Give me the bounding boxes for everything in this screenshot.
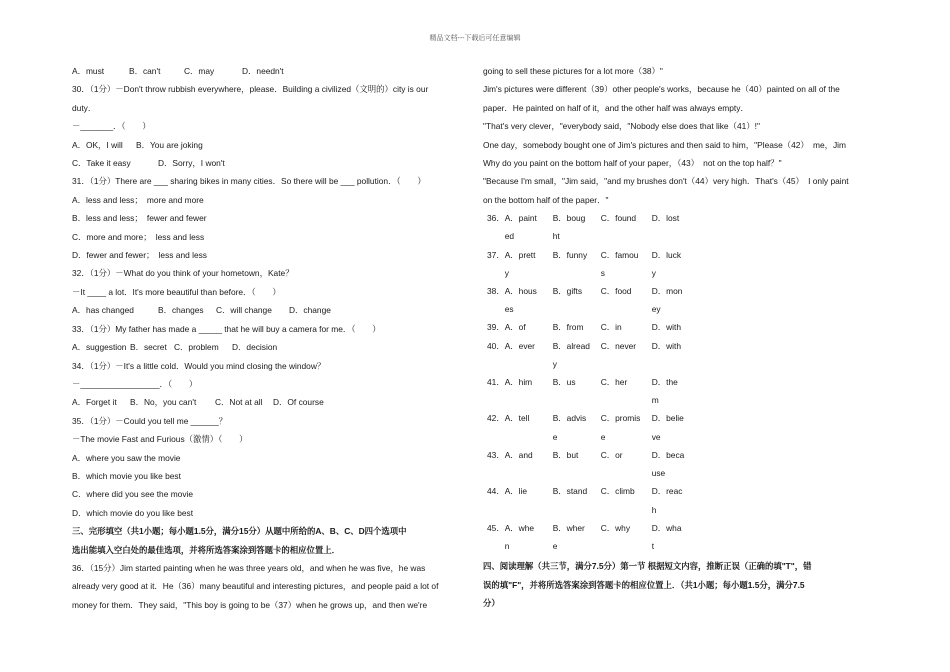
- option-text: D．with: [651, 322, 682, 333]
- question-33: 33．（1分）My father has made a _____ that he will buy a camera for me．（ ）: [72, 323, 381, 334]
- section-3-heading-cont: 选出能填入空白处的最佳选项，并将所选答案涂到答题卡的相应位置上．: [72, 544, 340, 555]
- question-number-text: 42．: [487, 413, 505, 424]
- question-number-text: 43．: [487, 449, 505, 460]
- option-text: n: [504, 540, 510, 551]
- option-text: A．lie: [504, 486, 528, 497]
- option-row-42: [487, 409, 688, 445]
- option-text: C．found: [600, 213, 637, 224]
- option-b: [553, 318, 601, 336]
- option: D．change: [289, 305, 331, 316]
- cloze-options-table: [487, 209, 688, 555]
- option-a: [505, 409, 553, 445]
- q31-option-c: C．more and more； less and less: [72, 231, 205, 242]
- option-c: [601, 282, 652, 318]
- option-a: [505, 209, 553, 245]
- option-a: [505, 446, 553, 482]
- question-number: [487, 246, 505, 282]
- option-c: [601, 209, 652, 245]
- option-text: A．of: [504, 322, 526, 333]
- section-4-heading-end: 分）: [483, 597, 500, 608]
- passage-line: going to sell these pictures for a lot more（38）": [483, 66, 663, 76]
- option-a: [505, 482, 553, 518]
- option-text: C．in: [600, 322, 622, 333]
- question-number: [487, 409, 505, 445]
- option-b: [553, 373, 601, 409]
- option-text: ve: [651, 431, 661, 442]
- option-text: ey: [651, 304, 661, 315]
- question-32-blank: －It ____ a lot．It's more beautiful than before．（ ）: [72, 286, 281, 297]
- option-text: es: [504, 304, 514, 315]
- passage-line: already very good at it．He（36）many beautiful and interesting pictures，and people paid a lot of: [72, 581, 439, 592]
- passage-line: 36．（15分）Jim started painting when he was three years old，and when he was five，he was: [72, 562, 426, 573]
- passage-line: on the bottom half of the paper．": [483, 194, 609, 205]
- q35-option-d: D．which movie do you like best: [72, 507, 194, 518]
- option-text: e: [600, 431, 606, 442]
- option-row-41: [487, 373, 688, 409]
- question-number: [487, 209, 505, 245]
- option-b: [553, 337, 601, 373]
- option-text: ht: [552, 231, 560, 242]
- section-3-heading: 三、完形填空（共1小题；每小题1.5分，满分15分）从题中所给的A、B、C、D四个选项中: [72, 526, 407, 537]
- option: D．Sorry，I won't: [158, 158, 225, 169]
- question-number-text: 44．: [487, 486, 505, 497]
- option: B．secret: [130, 342, 167, 353]
- option-text: B．alread: [552, 340, 590, 351]
- passage-line: "Because I'm small，"Jim said，"and my brushes don't（44）very high．That's（45） I only paint: [483, 176, 849, 187]
- q35-option-a: A．where you saw the movie: [72, 452, 181, 463]
- option-text: m: [651, 395, 659, 406]
- question-32: 32．（1分）－What do you think of your hometown，Kate？: [72, 268, 294, 279]
- option-text: ed: [504, 231, 515, 242]
- option-text: D．the: [651, 377, 678, 388]
- option-c: [601, 373, 652, 409]
- option-text: h: [651, 504, 657, 515]
- left-column: [72, 62, 465, 614]
- option: C．Not at all: [215, 397, 263, 408]
- section-4-heading-cont: 误的填"F"，并将所选答案涂到答题卡的相应位置上．（共1小题；每小题1.5分，满分7.5: [483, 579, 805, 590]
- option-a: [505, 246, 553, 282]
- option-b: [553, 209, 601, 245]
- q29-options: [72, 62, 465, 80]
- option-text: B．from: [552, 322, 584, 333]
- question-number: [487, 482, 505, 518]
- option: C．will change: [216, 305, 272, 316]
- q31-option-b: B．less and less； fewer and fewer: [72, 213, 207, 224]
- option-c: [601, 318, 652, 336]
- question-number-text: 37．: [487, 249, 505, 260]
- q30-options-row2: [72, 154, 465, 172]
- option-text: B．gifts: [552, 286, 583, 297]
- question-number-text: 40．: [487, 340, 505, 351]
- passage-line: paper．He painted on half of it，and the other half was always empty．: [483, 102, 749, 113]
- option-b: [553, 246, 601, 282]
- option-text: B．funny: [552, 249, 588, 260]
- question-number-text: 36．: [487, 213, 505, 224]
- option-text: e: [552, 540, 558, 551]
- option-text: A．and: [504, 449, 533, 460]
- option: A．suggestion: [72, 342, 127, 353]
- option-text: D．wha: [651, 522, 682, 533]
- question-35-answer: －The movie Fast and Furious（激情）（ ）: [72, 434, 248, 445]
- passage-line: One day，somebody bought one of Jim's pictures and then said to him，"Please（42） me，Jim: [483, 139, 847, 150]
- option-d: [652, 409, 688, 445]
- option-text: C．famou: [600, 249, 639, 260]
- option-text: t: [651, 540, 655, 551]
- question-number-text: 39．: [487, 322, 505, 333]
- option-text: B．boug: [552, 213, 586, 224]
- option-row-43: [487, 446, 688, 482]
- option-d: [652, 373, 688, 409]
- option-text: C．her: [600, 377, 628, 388]
- option-text: y: [552, 358, 557, 369]
- option-a: [505, 282, 553, 318]
- passage-line: money for them．They said，"This boy is going to be（37）when he grows up，and then we're: [72, 599, 428, 610]
- option-b: [553, 446, 601, 482]
- option-text: use: [651, 468, 666, 479]
- question-number-text: 45．: [487, 522, 505, 533]
- option-d: [652, 519, 688, 555]
- option-text: C．climb: [600, 486, 635, 497]
- option-d: [652, 246, 688, 282]
- option-d: [652, 482, 688, 518]
- option: C．may: [184, 66, 215, 76]
- option-row-44: [487, 482, 688, 518]
- option-row-36: [487, 209, 688, 245]
- option-text: D．with: [651, 340, 682, 351]
- option: A．must: [72, 66, 105, 76]
- option-d: [652, 446, 688, 482]
- option: D．decision: [232, 342, 278, 353]
- option: A．has changed: [72, 305, 134, 316]
- option: C．Take it easy: [72, 158, 131, 169]
- section-4-heading: 四、阅读理解（共三节，满分7.5分）第一节 根据短文内容，推断正误（正确的填"T"，错: [483, 561, 812, 572]
- option-c: [601, 519, 652, 555]
- option-text: A．prett: [504, 249, 536, 260]
- option-d: [652, 282, 688, 318]
- option: B．can't: [129, 66, 161, 76]
- option-text: D．beca: [651, 449, 685, 460]
- page-header: 精品文档---下载后可任意编辑: [429, 35, 521, 42]
- question-30-blank: －_______．（ ）: [72, 121, 151, 132]
- option-text: B．wher: [552, 522, 585, 533]
- question-number: [487, 282, 505, 318]
- option-a: [505, 373, 553, 409]
- option-text: B．but: [552, 449, 579, 460]
- option-text: C．promis: [600, 413, 641, 424]
- option: B．No，you can't: [130, 397, 197, 408]
- option-c: [601, 482, 652, 518]
- question-number-text: 38．: [487, 286, 505, 297]
- option-text: A．hous: [504, 286, 537, 297]
- option-text: B．stand: [552, 486, 588, 497]
- question-30: 30．（1分）－Don't throw rubbish everywhere，please．Building a civilized（文明的）city is our: [72, 84, 429, 95]
- option: B．You are joking: [136, 139, 203, 150]
- question-30-cont: duty．: [72, 102, 97, 113]
- option-text: D．mon: [651, 286, 683, 297]
- option-text: D．belie: [651, 413, 684, 424]
- question-34: 34．（1分）－It's a little cold．Would you mind closing the window？: [72, 360, 326, 371]
- option-c: [601, 246, 652, 282]
- option-text: e: [552, 431, 558, 442]
- option-b: [553, 409, 601, 445]
- option-row-40: [487, 337, 688, 373]
- q32-options: [72, 301, 465, 319]
- option-b: [553, 519, 601, 555]
- option-row-38: [487, 282, 688, 318]
- option-c: [601, 409, 652, 445]
- option: A．Forget it: [72, 397, 117, 408]
- option-c: [601, 446, 652, 482]
- option-text: C．why: [600, 522, 631, 533]
- q31-option-d: D．fewer and fewer； less and less: [72, 250, 207, 261]
- option-row-37: [487, 246, 688, 282]
- option-d: [652, 337, 688, 373]
- option-text: A．whe: [504, 522, 535, 533]
- option-text: A．paint: [504, 213, 537, 224]
- option-row-39: [487, 318, 688, 336]
- option: B．changes: [158, 305, 204, 316]
- option-c: [601, 337, 652, 373]
- question-number: [487, 446, 505, 482]
- q35-option-b: B．which movie you like best: [72, 470, 181, 481]
- option-text: y: [651, 267, 656, 278]
- option-d: [652, 318, 688, 336]
- question-number: [487, 318, 505, 336]
- question-number-text: 41．: [487, 377, 505, 388]
- passage-line: Why do you paint on the bottom half of your paper，（43） not on the top half？": [483, 158, 782, 169]
- option-text: s: [600, 267, 605, 278]
- option-text: A．tell: [504, 413, 530, 424]
- q30-options-row1: [72, 136, 465, 154]
- passage-line: Jim's pictures were different（39）other people's works，because he（40）painted on all of the: [483, 84, 840, 95]
- option-b: [553, 282, 601, 318]
- question-34-blank: －_________________．（ ）: [72, 378, 198, 389]
- question-31: 31．（1分）There are ___ sharing bikes in many cities．So there will be ___ pollution．（ ）: [72, 176, 426, 187]
- option-text: y: [504, 267, 509, 278]
- option: C．problem: [174, 342, 219, 353]
- passage-line: "That's very clever，"everybody said，"Nobody else does that like（41）!": [483, 121, 760, 132]
- option-text: C．food: [600, 286, 632, 297]
- option-d: [652, 209, 688, 245]
- option: D．needn't: [242, 66, 284, 76]
- q35-option-c: C．where did you see the movie: [72, 489, 194, 500]
- option-row-45: [487, 519, 688, 555]
- option-text: B．us: [552, 377, 576, 388]
- option-text: A．ever: [504, 340, 535, 351]
- question-number: [487, 519, 505, 555]
- option-b: [553, 482, 601, 518]
- question-35: 35．（1分）－Could you tell me ______？: [72, 415, 228, 426]
- option-text: D．luck: [651, 249, 682, 260]
- option-text: C．or: [600, 449, 623, 460]
- option-text: D．lost: [651, 213, 680, 224]
- option-a: [505, 318, 553, 336]
- option-text: C．never: [600, 340, 637, 351]
- option-text: A．him: [504, 377, 533, 388]
- question-number: [487, 337, 505, 373]
- question-number: [487, 373, 505, 409]
- option: D．Of course: [273, 397, 324, 408]
- right-column: [483, 62, 878, 612]
- option: A．OK，I will: [72, 139, 123, 150]
- q33-options: [72, 338, 465, 356]
- option-a: [505, 337, 553, 373]
- q31-option-a: A．less and less； more and more: [72, 194, 204, 205]
- option-text: D．reac: [651, 486, 683, 497]
- option-a: [505, 519, 553, 555]
- q34-options: [72, 393, 465, 411]
- option-text: B．advis: [552, 413, 587, 424]
